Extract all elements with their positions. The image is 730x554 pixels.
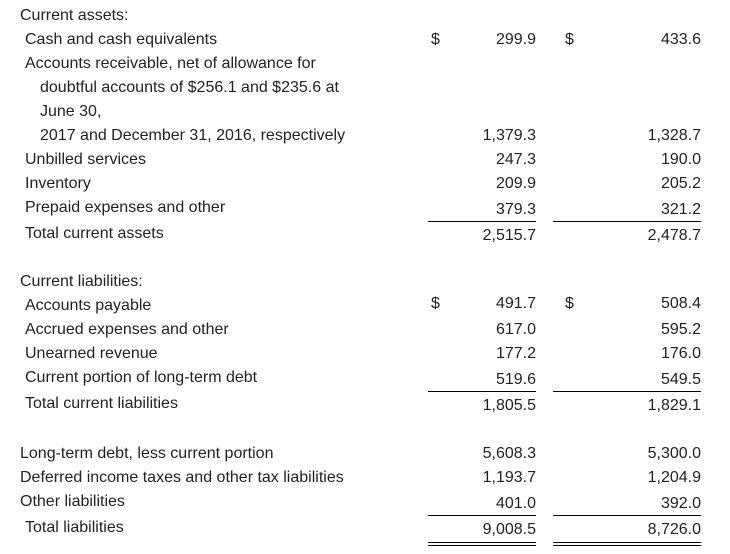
row-label-accounts-receivable-line2: doubtful accounts of $256.1 and $235.6 at xyxy=(40,79,339,96)
currency-symbol: $ xyxy=(431,31,440,48)
value-unbilled-2017: 247.3 xyxy=(495,151,536,168)
value-total-current-liabilities-2016: 1,829.1 xyxy=(647,397,701,414)
row-label-prepaid-expenses: Prepaid expenses and other xyxy=(25,199,226,216)
value-inventory-2017: 209.9 xyxy=(495,175,536,192)
row-label-total-liabilities: Total liabilities xyxy=(25,519,124,536)
value-total-liabilities-2017: 9,008.5 xyxy=(482,521,536,538)
total-double-rule xyxy=(428,542,536,546)
row-label-long-term-debt: Long-term debt, less current portion xyxy=(20,445,274,462)
section-header-current-liabilities: Current liabilities: xyxy=(20,273,143,290)
row-label-accounts-receivable-line1: Accounts receivable, net of allowance for xyxy=(25,55,316,72)
value-cash-2017: 299.9 xyxy=(495,31,536,48)
value-accounts-payable-2017: 491.7 xyxy=(495,295,536,312)
value-total-current-assets-2016: 2,478.7 xyxy=(647,227,701,244)
currency-symbol: $ xyxy=(565,31,574,48)
row-label-accounts-receivable-line4: 2017 and December 31, 2016, respectively xyxy=(40,127,346,144)
subtotal-rule xyxy=(428,391,536,392)
value-accounts-payable-2016: 508.4 xyxy=(660,295,701,312)
value-total-current-liabilities-2017: 1,805.5 xyxy=(482,397,536,414)
row-label-total-current-liabilities: Total current liabilities xyxy=(25,395,178,412)
subtotal-rule xyxy=(428,515,536,516)
row-label-accrued-expenses: Accrued expenses and other xyxy=(25,321,229,338)
value-accounts-receivable-2016: 1,328.7 xyxy=(647,127,701,144)
value-accrued-2016: 595.2 xyxy=(660,321,701,338)
value-current-ltd-2016: 549.5 xyxy=(660,371,701,388)
total-double-rule xyxy=(553,542,701,546)
value-other-liabilities-2016: 392.0 xyxy=(660,495,701,512)
value-prepaid-2017: 379.3 xyxy=(495,201,536,218)
row-label-total-current-assets: Total current assets xyxy=(25,225,164,242)
value-total-liabilities-2016: 8,726.0 xyxy=(647,521,701,538)
row-label-inventory: Inventory xyxy=(25,175,91,192)
value-accounts-receivable-2017: 1,379.3 xyxy=(482,127,536,144)
value-unearned-2017: 177.2 xyxy=(495,345,536,362)
subtotal-rule xyxy=(553,391,701,392)
row-label-accounts-receivable-line3: June 30, xyxy=(40,103,102,120)
row-label-unearned-revenue: Unearned revenue xyxy=(25,345,158,362)
row-label-unbilled-services: Unbilled services xyxy=(25,151,146,168)
value-unbilled-2016: 190.0 xyxy=(660,151,701,168)
row-label-current-portion-ltd: Current portion of long-term debt xyxy=(25,369,258,386)
value-deferred-taxes-2017: 1,193.7 xyxy=(482,469,536,486)
value-ltd-2016: 5,300.0 xyxy=(647,445,701,462)
value-accrued-2017: 617.0 xyxy=(495,321,536,338)
value-unearned-2016: 176.0 xyxy=(660,345,701,362)
row-label-deferred-taxes: Deferred income taxes and other tax liabilities xyxy=(20,469,344,486)
row-label-accounts-payable: Accounts payable xyxy=(25,297,152,314)
value-cash-2016: 433.6 xyxy=(660,31,701,48)
value-current-ltd-2017: 519.6 xyxy=(495,371,536,388)
currency-symbol: $ xyxy=(431,295,440,312)
subtotal-rule xyxy=(428,221,536,222)
value-deferred-taxes-2016: 1,204.9 xyxy=(647,469,701,486)
value-other-liabilities-2017: 401.0 xyxy=(495,495,536,512)
subtotal-rule xyxy=(553,515,701,516)
value-ltd-2017: 5,608.3 xyxy=(482,445,536,462)
currency-symbol: $ xyxy=(565,295,574,312)
row-label-other-liabilities: Other liabilities xyxy=(20,493,125,510)
value-prepaid-2016: 321.2 xyxy=(660,201,701,218)
section-header-current-assets: Current assets: xyxy=(20,7,129,24)
row-label-cash: Cash and cash equivalents xyxy=(25,31,218,48)
value-total-current-assets-2017: 2,515.7 xyxy=(482,227,536,244)
subtotal-rule xyxy=(553,221,701,222)
value-inventory-2016: 205.2 xyxy=(660,175,701,192)
